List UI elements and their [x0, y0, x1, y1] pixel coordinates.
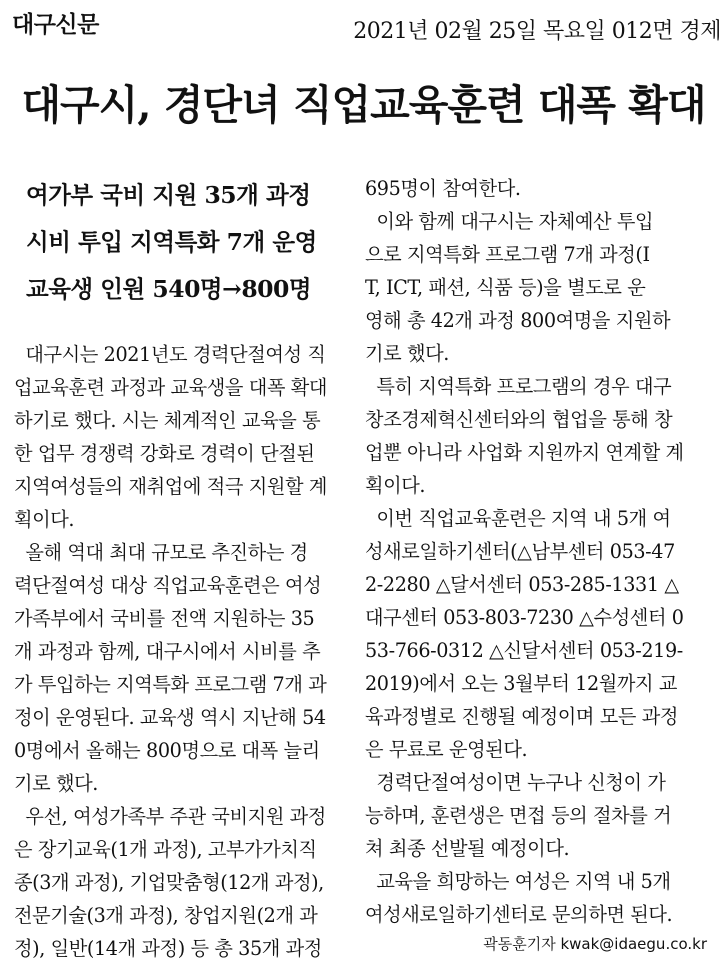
text-line: 은 무료로 운영된다. [365, 738, 528, 761]
text-line: 가족부에서 국비를 전액 지원하는 35 [14, 607, 315, 630]
text-line: 이와 함께 대구시는 자체예산 투입 [365, 210, 654, 233]
newspaper-masthead: 대구신문 [12, 12, 99, 38]
text-line: 경력단절여성이면 누구나 신청이 가 [365, 771, 666, 794]
text-line: 성새로일하기센터(△남부센터 053-47 [365, 540, 675, 563]
text-line: 대구시는 2021년도 경력단절여성 직 [14, 343, 326, 366]
text-line: 으로 지역특화 프로그램 7개 과정(I [365, 243, 650, 266]
text-line: 지역여성들의 재취업에 적극 지원할 계 [14, 475, 327, 498]
text-line: 종(3개 과정), 기업맞춤형(12개 과정), [14, 871, 324, 894]
text-line: 능하며, 훈련생은 면접 등의 절차를 거 [365, 804, 672, 827]
text-line: 하기로 했다. 시는 체계적인 교육을 통 [14, 409, 321, 432]
text-line: 특히 지역특화 프로그램의 경우 대구 [365, 375, 672, 398]
text-line: 정이 운영된다. 교육생 역시 지난해 54 [14, 706, 326, 729]
text-line: 창조경제혁신센터와의 협업을 통해 창 [365, 408, 673, 431]
text-line: 력단절여성 대상 직업교육훈련은 여성 [14, 574, 322, 597]
text-line: 업뿐 아니라 사업화 지원까지 연계할 계 [365, 441, 684, 464]
subheading: 여가부 국비 지원 35개 과정 [26, 181, 311, 209]
text-line: 교육을 희망하는 여성은 지역 내 5개 [365, 870, 671, 893]
text-line: 가 투입하는 지역특화 프로그램 7개 과 [14, 673, 327, 696]
text-line: 695명이 참여한다. [365, 177, 521, 200]
text-line: 0명에서 올해는 800명으로 대폭 늘리 [14, 739, 320, 762]
text-line: 쳐 최종 선발될 예정이다. [365, 837, 570, 860]
reporter-byline: 곽동훈기자 kwak@idaegu.co.kr [483, 935, 707, 953]
text-line: 이번 직업교육훈련은 지역 내 5개 여 [365, 507, 671, 530]
text-line: 2019)에서 오는 3월부터 12월까지 교 [365, 672, 678, 695]
subheading: 교육생 인원 540명→800명 [26, 275, 312, 303]
article-column-left [14, 172, 346, 965]
text-line: 2-2280 △달서센터 053-285-1331 △ [365, 573, 679, 596]
text-line: 기로 했다. [14, 772, 98, 795]
text-line: 전문기술(3개 과정), 창업지원(2개 과 [14, 904, 318, 927]
subheadings [14, 172, 346, 313]
text-line: 업교육훈련 과정과 교육생을 대폭 확대 [14, 376, 327, 399]
text-line: 한 업무 경쟁력 강화로 경력이 단절된 [14, 442, 315, 465]
text-line: 53-766-0312 △신달서센터 053-219- [365, 639, 683, 662]
text-line: 획이다. [14, 508, 75, 531]
text-line: 은 장기교육(1개 과정), 고부가가치직 [14, 838, 317, 861]
article-column-right [365, 172, 717, 957]
text-line: 영해 총 42개 과정 800여명을 지원하 [365, 309, 671, 332]
body-text [14, 338, 346, 965]
text-line: 기로 했다. [365, 342, 449, 365]
text-line: 획이다. [365, 474, 426, 497]
text-line: 대구센터 053-803-7230 △수성센터 0 [365, 606, 684, 629]
text-line: 올해 역대 최대 규모로 추진하는 경 [14, 541, 308, 564]
text-line: 개 과정과 함께, 대구시에서 시비를 추 [14, 640, 321, 663]
text-line: 여성새로일하기센터로 문의하면 된다. [365, 903, 673, 926]
article-headline: 대구시, 경단녀 직업교육훈련 대폭 확대 [21, 81, 706, 129]
text-line: T, ICT, 패션, 식품 등)을 별도로 운 [365, 276, 646, 299]
dateline: 2021년 02월 25일 목요일 012면 경제 [353, 19, 721, 44]
subheading: 시비 투입 지역특화 7개 운영 [26, 228, 317, 256]
text-line: 우선, 여성가족부 주관 국비지원 과정 [14, 805, 326, 828]
text-line: 정), 일반(14개 과정) 등 총 35개 과정 [14, 937, 322, 960]
text-line: 육과정별로 진행될 예정이며 모든 과정 [365, 705, 678, 728]
